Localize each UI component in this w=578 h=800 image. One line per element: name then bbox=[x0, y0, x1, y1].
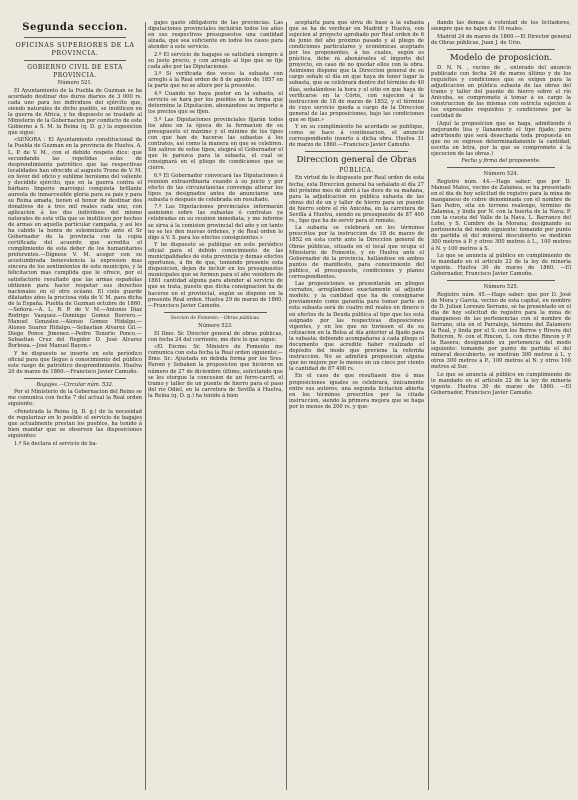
gov-heading: GOBIERNO CIVIL DE ESTA PROVINCIA. bbox=[27, 64, 123, 79]
column-rule bbox=[145, 22, 146, 790]
divider bbox=[447, 167, 555, 168]
paragraph: 1.º Se declara el servicio de ba- bbox=[14, 440, 98, 447]
paragraph: Registro núm. 45.—Hago saber: que por D. José de Mora y Garcia, vecino de esta capital, en nombre de D. Julian Lorenzo Serrano, se ha presentado en el dia de hoy solicitud de registro para la mina de manganeso de las pertenencias con el nombre de Serrano, sita en el Parralejo, término del Zalamero la Real, y linda por el S. con los Berros y Rivera del Boticron, N. con el Rincon, L. con dicho Rincon y P. la Rasera; designando su pertenencia del modo siguiente: tomando por punto de partida el del mineral descubierto, se medirán 300 metros á L. y otros 300 metros á P., 100 metros al N. y otros 100 metros al Sur. bbox=[431, 291, 571, 371]
paragraph: 4.º Cuando no haya postor en la subasta, el servicio se hará por los pueblos en la forma que determine la Diputacion, abonándose su importe á los precios que se fijen. bbox=[148, 91, 283, 116]
article-number: Número 521. bbox=[57, 80, 93, 86]
paragraph: Por el Ministerio de la Gobernacion del Reino se me comunica con fecha 7 del actual la Real orden siguiente: bbox=[8, 389, 142, 408]
column-rule bbox=[428, 22, 429, 790]
column-4 bbox=[431, 20, 571, 792]
divider bbox=[305, 151, 408, 152]
divider bbox=[164, 312, 267, 313]
paragraph: El Ayuntamiento de la Puebla de Guzman se ha acordado destinar dos duros diarios de 3 000 rs. cada uno para los individuos del ejército que, siendo naturales de dicho pueblo, se inutilicen en la guerra de Africa, y he dispuesto se traslade al Ministerio de la Gobernacion por conducto de este Gobierno á S. M. la Reina (q. D. g.) la exposicion que sigue: bbox=[8, 87, 142, 136]
paragraph: Y he dispuesto se publique en este periódico oficial para el debido conocimiento de las municipalidades de esta provincia y demas efectos oportunos, á fin de que, teniendo presente esta disposicion, dejen de incluir en los presupuestos municipales que se formen para el año venidero de 1861 cantidad alguna para atender al servicio de que se trata, puesto que dicha consignacion ha de hacerse en el provincial, según se dispone en la presente Real orden. Huelva 29 de marzo de 1860.—Francisco Javier Camuño. bbox=[148, 242, 283, 309]
paragraph: aceptarla para que sirva de base á la subasta que se ha de verificar en Madrid y Huelva, con sujecion al proyecto aprobado por Real orden de 6 de junio del año próximo pasado y al pliego de condiciones particulares y económicas aceptado por los proponentes, á los cuales, según es práctica, debe rá abonárseles el importe del proyecto, en caso de no quedar ellos con la obra. Asimismo dispone que la Direccion general de su cargo señale el día en que haya de tener lugar la subasta, que se celebrará dentro del término de 40 días, señalándose la hora y el sitio en que haya de verificarse en la Córte, con sujecion á la instruccion de 18 de marzo de 1852, y el término de cuyo servicio queda a cargo de la Direccion general de las proposiciones, bajo las condiciones que se fijan.» bbox=[289, 20, 424, 123]
paragraph: dando las demas á voluntad de los licitadores, siempre que no bajen de 10 reales. bbox=[431, 20, 571, 33]
paragraph: Y he dispuesto se inserte en este periódico oficial para que llegue á conocimiento del público este rasgo de patriótico desprendimiento. Huelva 20 de marzo de 1860.—Francisco Javier Camuño. bbox=[8, 350, 142, 375]
paragraph: «Penetrada la Reina (q. D. g.) de la necesidad de regularizar en lo posible el servicio de bagajes que actualmente prestan los pueblos, ha tenido á bien mandar que se observen las disposiciones siguientes: bbox=[8, 408, 142, 440]
paragraph: Y en su cumplimiento he acordado se publique, como se hace á continuacion, el anuncio correspondiente inserto á dicha obra. Huelva 31 de marzo de 1860.—Francisco Javier Camuño. bbox=[289, 124, 424, 149]
signature-line: Fecha y firma del proponente. bbox=[461, 158, 541, 165]
paragraph: Lo que se anuncia al público en cumplimiento de lo mandado en el artículo 22 de la ley de minería vigente. Huelva 30 de marzo de 1860. —El Gobernador, Francisco Javier Camuño. bbox=[431, 371, 571, 397]
divider bbox=[24, 378, 126, 379]
paragraph: 7.º Las Diputaciones provinciales informarán asimismo sobre las subastas ó contratas ya celebradas en su reunion inmediata, y me informe se sirva á la comision provincial del año y en tanto no se les den nuevas órdenes, y de Real orden lo digo á V. S. para los efectos consiguientes.» bbox=[148, 204, 283, 241]
direction-heading: Direccion general de Obras bbox=[296, 155, 417, 166]
article-number: Número 525. bbox=[483, 284, 519, 291]
paragraph: 5.º Las Diputaciones provinciales fijarán todos los años en la época de la formacion de su presupuesto el máximo y el mínimo de los tipos con que han de hacerse las subastas á los contratos, así como la manera en que se celebren. Sin salirse de estos tipos, elegirá el Gobernador el que le parezca para la subasta, el cual se consignará en el pliego de condiciones que se cierre. bbox=[148, 116, 283, 172]
paragraph: 3.º Si verificada dos veces la subasta con arreglo á la Real orden de 8 de agosto de 1857 en la parte que no se altere por la presente. bbox=[148, 71, 283, 90]
column-3 bbox=[289, 20, 424, 792]
paragraph: Registro núm. 44.—Hago saber: que por D. Manuel Matos, vecino de Zalamea, se ha presentado en el dia de hoy solicitud de registro para la mina de manganeso de cobre denominada con el nombre de San Pedro, sita en terreno realengo, término de Zalamea, y linda por N. con la huerta de la Nava; P. con la cuesta del Valle de la Nava, L. Barranco del Lobo, y S. Cumbre de la Morana; designando su pertenencia del modo siguiente: tomando por punto de partida el del mineral descubierto se medirán 300 metros á P. y otros 300 metros á L., 100 metros á N. y 100 metros á S. bbox=[431, 178, 571, 252]
paragraph: La subasta se celebrará en los términos prescritos por la instruccion de 18 de marzo de 1852 en esta corte ante la Direccion general de Obras públicas, situada en el local que ocupa el Ministerio de Fomento, y en Huelva ante el Gobernador de la provincia, hallándose en ambos puntos de manifiesto, para conocimiento del público, el presupuesto, condiciones y planos correspondientes. bbox=[289, 225, 424, 280]
subsection-title: Bagajes.—Circular núm. 532. bbox=[36, 381, 114, 388]
article-number: Número 523. bbox=[198, 323, 233, 330]
paragraph: 2.º El servicio de bagajes se satisfará siempre á su justo precio, y con arreglo al tipo que se fije cada año por las Diputaciones. bbox=[148, 51, 283, 70]
offices-heading: OFICINAS SUPERIORES DE LA PROVINCIA. bbox=[15, 41, 135, 57]
paragraph: El Ilmo. Sr. Director general de obras públicas, con fecha 24 del corriente, me dice lo que sigue: bbox=[148, 330, 283, 343]
paragraph: En el caso de que resultasen dos ó mas proposiciones iguales se celebrará, únicamente entre sus autores, una segunda licitacion abierta en los términos prescritos por la citada instruccion, siendo la primera mejora que se haga por lo menos de 200 rs. y que- bbox=[289, 373, 424, 410]
column-rule bbox=[286, 22, 287, 790]
divider bbox=[447, 49, 555, 50]
model-heading: Modelo de proposicion. bbox=[449, 52, 553, 63]
divider bbox=[447, 280, 555, 281]
direction-subheading: PÚBLICA. bbox=[339, 167, 374, 175]
paragraph: gajes gasto obligatorio de las provincias. Las diputaciones provinciales incluirán todos los años en sus respectivos presupuestos una cantidad alzada, que sea suficiente en todos los casos para atender á este servicio. bbox=[148, 20, 283, 51]
column-2 bbox=[148, 20, 283, 792]
divider bbox=[24, 60, 126, 61]
divider bbox=[24, 37, 126, 38]
paragraph: Lo que se anuncia al público en cumplimiento de lo mandado en el artículo 22 de la ley de minería vigente. Huelva 30 de marzo de 1860. —El Gobernador, Francisco Javier Camuño. bbox=[431, 253, 571, 278]
paragraph: Madrid 24 de marzo de 1860.—El Director general de Obras públicas, Juan J. de Urio. bbox=[431, 33, 571, 46]
paragraph: 6.º El Gobernador convocará las Diputaciones á reunion extraordinaria cuando á su juicio y por efecto de las circunstancias convenga alterar los tipos ya designados antes de anunciarse una subasta ó después de celebrada sin resultado. bbox=[148, 172, 283, 203]
paragraph: «SEÑORA : El Ayuntamiento constitucional de la Puebla de Guzman en la provincia de Huelva. A. L. P. de V. M., con el debido respeto dice: que secundando las repetidas solas de desprendimiento patriótico que las respectivas localidades han ofrecido al augusto Trono de V. M. en favor del oficio y sublime heroismo del valiente y decidido ejército, que en la guerra contra el bárbaro Imperio marroquí conquista brillante aureola de inmarcesible gloria para su pais y para su Reina amada, tienen el honor de destinar dos donativos de á tres mil reales cada uno, con aplicacion á los dos individuos del mismo naturales de este villa que se inutilicen por hechos de armas en aquella particular campaña, y así les ha cabido la honra de solemnizarlo ante el Sr Gobernador de la provincia con la copia certificada del acuerdo que acredita el cumplimiento de esta deber de los humanitarios preferentes.—Dígnese V. M. acoger con su acostumbrada benevolencia la expresion mas sincera de los sentimientos de este municipio, y la felicitacion mas cumplida que le ofrece, por el satisfactorio resultado que las armas españolas obtienen para hacer respetar sus derechos nacionales en el otro océano. El cielo guarde dilatados años la preciosa vida de V. M. para dicha de la España. Puebla de Guzman octubre de 1860.—Señora.—A. L. R. P. de V. M.—Antonio Diaz Rodrigo Vazquez.—Domingo Gomez Borrero.—Manuel Gonzalez.—Alonso Gomez Hidalgo.—Alonso Suarez Hidalgo.—Sebastian Alvarez Gil.—Diego Ponce Jimenez.—Pedro Tenorio Ponce.—Sebastian Cruz del Regidor D. José Alvarez Borboza.—José Manuel Bayon.» bbox=[8, 137, 142, 350]
section-heading: Segunda seccion. bbox=[22, 22, 128, 33]
article-number: Número 524. bbox=[483, 171, 519, 178]
paragraph: «El Excmo. Sr. Ministro de Fomento me comunica con esta fecha la Real orden siguiente:—Ilmo. Sr.: Ajustada en debida forma por los Sres. Paroni y Sebaken la proposicion que hicieron en número de 27 de diciembre último, solicitando que se les otorgue la concesion de un ferro-carril, el tramo y taller de un puente de hierro para el paso del río Odiel, en la carretera de Sevilla á Huelva, la Reina (q. D. g.) ha tenido á bien bbox=[148, 344, 283, 399]
paragraph: D. N. N. , vecino de , enterado del anuncio publicado con fecha 24 de marzo último y de los requisitos y condiciones que se exigen para la adjudicacion en pública subasta de las obras del tramo y taller del puente de hierro sobre el río Anicoba, se compromete á tomar á su cargo la construccion de las mismas con estricta sujecion á los expresados requisitos y condiciones por la cantidad de bbox=[431, 64, 571, 120]
paragraph: (Aquí la proposicion que se haga, admitiendo ó mejorando lisa y llanamente el tipo fijado; pero advirtiendo que será desechada toda propuesta en que no se exprese determinadamente la cantidad, escrita en letra, por la que se compromete á la ejecucion de las obras.) bbox=[431, 120, 571, 157]
column-1 bbox=[8, 20, 142, 792]
subsection-title: Seccion de Fomento.—Obras públicas. bbox=[170, 315, 261, 321]
paragraph: Las proposiciones se presentarán en pliegos cerrados, arreglándose exactamente al adjunto modelo; y la cantidad que ha de consignarse previamente como garantía para tomar parte en esta subasta será de cuatro mil reales en dinero ó en efectos de la Deuda pública al tipo que les está asignado por las respectivas disposiciones vigentes, y en los que no tuviesen el de su cotizacion en la Bolsa al día anterior al fijado para la subasta; debiendo acompañarse á cada pliego el documento que acredite haber realizado el depósito del modo que previene la referida instruccion. No se admitirá proposicion alguna que no mejore por lo menos en un cinco por ciento la cantidad de 87 400 rs. bbox=[289, 281, 424, 372]
paragraph: En virtud de lo dispuesto por Real orden de esta fecha, esta Direccion general ha señalado el día 27 del próximo mes de abril á las doce de su mañana, para la adjudicacion en pública subasta de las obras del de un y taller de hierro para un puente de hierro sobre el río Anicoba, en la carretera de Sevilla á Huelva, siendo su presupuesto de 87 400 rs., tipo que ha de servir para el remate. bbox=[289, 175, 424, 224]
